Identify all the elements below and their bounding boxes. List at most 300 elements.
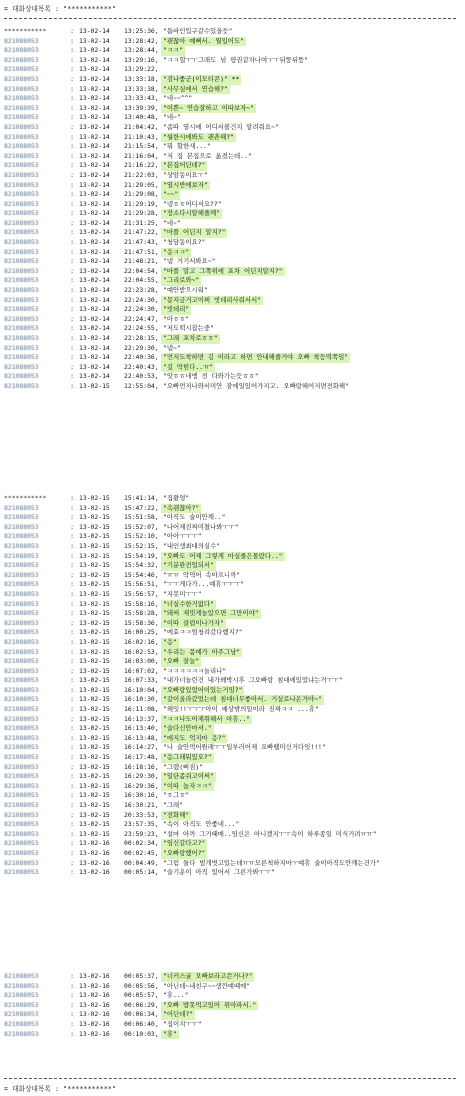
message-time: 00:06:34,	[124, 1010, 159, 1019]
message-date: 13-02-15	[79, 513, 110, 522]
message-text: "네~"	[163, 113, 181, 122]
sender-id: 821088053	[4, 628, 39, 637]
chat-line	[0, 353, 465, 363]
message-time: 21:22:03,	[124, 170, 159, 179]
sender-id: 821088053	[4, 228, 39, 237]
message-date: 13-02-14	[79, 257, 110, 266]
message-time: 21:47:22,	[124, 228, 159, 237]
separator: :	[70, 65, 74, 74]
sender-id: 821088053	[4, 372, 39, 381]
message-text: "넴 거기서봐요~"	[163, 257, 216, 266]
message-date: 13-02-14	[79, 27, 110, 35]
separator: :	[70, 848, 74, 857]
message-time: 16:18:16,	[124, 762, 159, 771]
separator: :	[70, 666, 74, 675]
message-time: 13:29:22,	[124, 65, 159, 74]
chat-line	[0, 763, 465, 773]
message-text: "기분완전업되서"	[163, 561, 214, 570]
separator: :	[70, 676, 74, 685]
message-date: 13-02-14	[79, 266, 110, 275]
sender-id: 821088053	[4, 714, 39, 723]
separator: :	[70, 257, 74, 266]
message-text: "같이올라갔었는데 침대너무좋아서. 거실로나온거야~"	[163, 695, 322, 704]
sender-id: 821088053	[4, 685, 39, 694]
sender-id: 821088053	[4, 247, 39, 256]
chat-line	[0, 315, 465, 325]
sender-id: 821088053	[4, 65, 39, 74]
separator: :	[70, 142, 74, 151]
chat-line	[0, 542, 465, 552]
message-text: "몽지금거고이쩌 빗데리사줘서서"	[163, 295, 261, 304]
message-time: 23:57:35,	[124, 820, 159, 829]
message-text: "응그래뭐있오?"	[163, 753, 212, 762]
message-time: 00:06:29,	[124, 1000, 159, 1009]
message-text: "그래 포차로ㅎㅎ"	[163, 334, 218, 342]
message-date: 13-02-15	[79, 666, 110, 675]
sender-id: 821088053	[4, 84, 39, 93]
chat-block-3	[0, 972, 465, 1039]
message-text: "휴"	[163, 1029, 177, 1038]
chat-line	[0, 972, 465, 982]
message-date: 13-02-15	[79, 381, 110, 390]
separator: :	[70, 820, 74, 829]
message-time: 23:59:23,	[124, 829, 159, 838]
separator: :	[70, 238, 74, 247]
sender-id: 821088053	[4, 522, 39, 531]
sender-id: 821088053	[4, 74, 39, 83]
separator: :	[70, 161, 74, 170]
message-time: 21:16:22,	[124, 161, 159, 170]
chat-line	[0, 334, 465, 344]
message-text: "월한시에봐도 괜촌해?"	[163, 132, 234, 141]
message-text: "그럼 둘다 벌개벗고있는데ㅠㅠ모른척하지마ㅜ예휴 술이아직도안깨는건가"	[163, 858, 380, 867]
sender-id: 821088053	[4, 570, 39, 579]
message-date: 13-02-15	[79, 494, 110, 502]
sender-id: 821088053	[4, 657, 39, 666]
separator: :	[70, 324, 74, 333]
separator: :	[70, 743, 74, 752]
message-text: "우리는 몸매가 아주그냥"	[163, 647, 241, 656]
separator: :	[70, 381, 74, 390]
message-text: "나어제진짜미쳤나봐ㅜㅜ"	[163, 522, 239, 531]
sender-id: 821088053	[4, 541, 39, 550]
message-text: "상암동이요ㅜ"	[163, 170, 208, 179]
message-time: 15:41:14,	[124, 494, 159, 502]
message-text: "전화해"	[163, 810, 190, 819]
separator: :	[70, 503, 74, 512]
separator: :	[70, 762, 74, 771]
message-text: "아닌데~내친구~~생깐얘때매"	[163, 981, 251, 990]
message-time: 22:24:30,	[124, 305, 159, 314]
message-text: "마플 말고 그쪽위에 포차 어딘지알지?"	[163, 266, 283, 275]
message-date: 13-02-14	[79, 161, 110, 170]
message-date: 13-02-14	[79, 276, 110, 285]
message-text: "청담동이요?"	[163, 238, 206, 247]
message-text: "내인생최대의실수"	[163, 541, 221, 550]
message-text: "아ㅎㅎ"	[163, 314, 190, 323]
chat-line	[0, 152, 465, 162]
message-text: "저 집 본집으로 옮겼는데.."	[163, 151, 252, 160]
message-text: "뭐 할한새..."	[163, 142, 211, 151]
sender-id: 821088053	[4, 36, 39, 45]
message-text: "돼써 재밋게놀았으면 그만이야"	[163, 609, 259, 618]
message-time: 13:25:36,	[124, 27, 159, 35]
message-time: 16:03:00,	[124, 657, 159, 666]
message-date: 13-02-15	[79, 657, 110, 666]
message-date: 13-02-15	[79, 522, 110, 531]
chat-block-2	[0, 494, 465, 878]
chat-line	[0, 580, 465, 590]
separator: :	[70, 513, 74, 522]
separator: :	[70, 46, 74, 55]
separator: :	[70, 724, 74, 733]
separator: :	[70, 570, 74, 579]
message-time: 13:28:44,	[124, 46, 159, 55]
sender-id: 821088053	[4, 695, 39, 704]
message-text: "그랬(삐짐)"	[163, 762, 204, 771]
separator: :	[70, 753, 74, 762]
sender-id: 821088053	[4, 580, 39, 589]
message-date: 13-02-14	[79, 55, 110, 64]
sender-id: 821088053	[4, 589, 39, 598]
chat-line	[0, 228, 465, 238]
message-date: 13-02-16	[79, 1019, 110, 1028]
sender-id: 821088053	[4, 733, 39, 742]
message-date: 13-02-14	[79, 94, 110, 103]
message-time: 15:58:36,	[124, 618, 159, 627]
sender-id: 821088053	[4, 743, 39, 752]
message-time: 16:00:25,	[124, 628, 159, 637]
separator: :	[70, 295, 74, 304]
chat-line	[0, 372, 465, 382]
separator: :	[70, 618, 74, 627]
message-date: 13-02-16	[79, 1010, 110, 1019]
chat-line	[0, 991, 465, 1001]
sender-id: 821088053	[4, 266, 39, 275]
message-text: "그리로와~"	[163, 276, 200, 285]
separator: :	[70, 209, 74, 218]
chat-line	[0, 628, 465, 638]
message-text: "이쁜~ 연습잘하고 이따보자~"	[163, 103, 254, 112]
sender-id: 821088053	[4, 513, 39, 522]
separator: :	[70, 199, 74, 208]
message-date: 13-02-14	[79, 65, 110, 74]
message-time: 21:16:04,	[124, 151, 159, 160]
message-text: "집왔엉"	[163, 494, 190, 502]
separator: :	[70, 151, 74, 160]
message-date: 13-02-15	[79, 714, 110, 723]
chat-line	[0, 676, 465, 686]
message-date: 13-02-14	[79, 238, 110, 247]
message-text: "오빠랑했어?"	[163, 848, 206, 857]
message-text: "오빠도 어제 그렇게 마실줄은몰랐다.."	[163, 551, 283, 560]
message-time: 00:05:57,	[124, 991, 159, 1000]
message-text: "네~~^^"	[163, 94, 193, 103]
message-text: "ㅋㅋㅋㅋㅋㅋ놀리나"	[163, 666, 227, 675]
separator: :	[70, 647, 74, 656]
message-time: 16:17:48,	[124, 753, 159, 762]
chat-line	[0, 94, 465, 104]
chat-line	[0, 657, 465, 667]
message-date: 13-02-15	[79, 820, 110, 829]
message-date: 13-02-16	[79, 839, 110, 848]
message-date: 13-02-14	[79, 286, 110, 295]
chat-line	[0, 830, 465, 840]
chat-line	[0, 849, 465, 859]
message-date: 13-02-15	[79, 733, 110, 742]
sender-id: 821088053	[4, 810, 39, 819]
separator: :	[70, 858, 74, 867]
message-text: "길 막힌다..ㅠ"	[163, 362, 214, 371]
message-text: "응"	[163, 637, 177, 646]
sender-id: 821088053	[4, 839, 39, 848]
message-text: "내가너놀린건 내가왜박시후 그오빠랑 침대에있었냐는거ㅜㅜ"	[163, 676, 343, 685]
message-date: 13-02-15	[79, 705, 110, 714]
sender-id: 821088053	[4, 113, 39, 122]
message-date: 13-02-15	[79, 503, 110, 512]
message-text: "ㅠㅠ 악역어 속아프니까"	[163, 570, 241, 579]
sender-id: 821088053	[4, 637, 39, 646]
message-time: 13:33:38,	[124, 84, 159, 93]
chat-line	[0, 1020, 465, 1030]
separator: :	[70, 353, 74, 362]
message-text: "장소다시알해줄께"	[163, 209, 221, 218]
sender-id: 821088053	[4, 705, 39, 714]
chat-line	[0, 37, 465, 47]
message-text: "일단좀쉬고이써"	[163, 772, 214, 781]
separator: :	[70, 1019, 74, 1028]
sender-id: 821088053	[4, 343, 39, 352]
message-time: 15:54:19,	[124, 551, 159, 560]
chat-line	[0, 324, 465, 334]
chat-line	[0, 571, 465, 581]
sender-id: 821088053	[4, 381, 39, 390]
message-time: 13:33:18,	[124, 74, 159, 83]
chat-line	[0, 171, 465, 181]
message-date: 13-02-15	[79, 561, 110, 570]
chat-line	[0, 113, 465, 123]
message-date: 13-02-15	[79, 570, 110, 579]
separator: :	[70, 810, 74, 819]
message-time: 16:02:53,	[124, 647, 159, 656]
message-date: 13-02-14	[79, 170, 110, 179]
sender-id: 821088053	[4, 1010, 39, 1019]
separator: :	[70, 829, 74, 838]
message-text: "오빠랑있었어이있는거임?"	[163, 685, 243, 694]
sender-id: 821088053	[4, 676, 39, 685]
message-time: 22:04:55,	[124, 276, 159, 285]
message-date: 13-02-14	[79, 209, 110, 218]
chat-line	[0, 296, 465, 306]
message-text: "사무실에서 연습해?"	[163, 84, 228, 93]
message-time: 16:07:02,	[124, 666, 159, 675]
message-date: 13-02-14	[79, 74, 110, 83]
message-time: 16:11:08,	[124, 705, 159, 714]
sender-id: 821088053	[4, 199, 39, 208]
separator: :	[70, 36, 74, 45]
message-date: 13-02-15	[79, 772, 110, 781]
chat-line	[0, 1030, 465, 1040]
separator: :	[70, 113, 74, 122]
separator: :	[70, 228, 74, 237]
message-text: "검나좋군(이모티콘)" **	[163, 74, 240, 83]
message-date: 13-02-15	[79, 791, 110, 800]
message-text: "먼저도착하면 김 이라고 하면 안내해줄거야 오빠 착등역쪽임"	[163, 353, 349, 362]
message-date: 13-02-15	[79, 762, 110, 771]
chat-line	[0, 305, 465, 315]
message-date: 13-02-14	[79, 180, 110, 189]
message-date: 13-02-16	[79, 848, 110, 857]
chat-line	[0, 248, 465, 258]
sender-id: 821088053	[4, 180, 39, 189]
message-text: "빗데리"	[163, 305, 190, 314]
sender-id: 821088053	[4, 532, 39, 541]
chat-line	[0, 344, 465, 354]
message-time: 15:51:58,	[124, 513, 159, 522]
chat-line	[0, 382, 465, 392]
message-text: "ㅎ그ㅎ"	[163, 791, 190, 800]
message-time: 22:29:30,	[124, 343, 159, 352]
message-date: 13-02-14	[79, 190, 110, 199]
message-date: 13-02-15	[79, 743, 110, 752]
message-date: 13-02-14	[79, 372, 110, 381]
sender-id: 821088053	[4, 94, 39, 103]
message-date: 13-02-14	[79, 113, 110, 122]
separator: :	[70, 589, 74, 598]
chat-line	[0, 363, 465, 373]
message-time: 13:40:48,	[124, 113, 159, 122]
separator: :	[70, 685, 74, 694]
sender-id: 821088053	[4, 561, 39, 570]
message-text: "오빠먼저나와서미안 잠에일있어가지고. 오빠랑헤어지면전화해"	[163, 381, 349, 390]
message-date: 13-02-15	[79, 724, 110, 733]
message-time: 21:04:42,	[124, 122, 159, 131]
separator: :	[70, 839, 74, 848]
message-date: 13-02-16	[79, 858, 110, 867]
sender-id: 821088053	[4, 238, 39, 247]
message-text: "ㅋㅋ헐ㅜㅜ그래도 넘 평권같자나여ㅜㅜ뒤뚱뒤뚱"	[163, 55, 309, 64]
sender-id: 821088053	[4, 170, 39, 179]
message-text: "오빠 잘늘"	[163, 657, 200, 666]
message-text: "오빠 밥못먹고있어 위아파서."	[163, 1000, 257, 1009]
message-text: "ㅋㅋ나도어제취해서 아휴.."	[163, 714, 251, 723]
chat-line	[0, 257, 465, 267]
message-time: 16:13:48,	[124, 733, 159, 742]
message-date: 13-02-14	[79, 228, 110, 237]
chat-line	[0, 1010, 465, 1020]
sender-id: 821088053	[4, 551, 39, 560]
sender-id: 821088053	[4, 161, 39, 170]
message-text: "넴~"	[163, 343, 181, 352]
sender-id: 821088053	[4, 609, 39, 618]
separator: :	[70, 27, 74, 35]
sender-id: 821088053	[4, 724, 39, 733]
separator: :	[70, 695, 74, 704]
chat-line	[0, 638, 465, 648]
message-time: 16:30:21,	[124, 801, 159, 809]
sender-id: 821088053	[4, 618, 39, 627]
sender-id: 821088053	[4, 295, 39, 304]
message-date: 13-02-15	[79, 618, 110, 627]
separator: :	[70, 599, 74, 608]
message-date: 13-02-14	[79, 36, 110, 45]
sender-id: 821088053	[4, 324, 39, 333]
chat-line	[0, 820, 465, 830]
message-text: "이따 놀자ㅋㅋ"	[163, 781, 212, 790]
message-text: "그래"	[163, 801, 184, 809]
message-time: 00:06:40,	[124, 1019, 159, 1028]
separator: :	[70, 132, 74, 141]
chat-line	[0, 667, 465, 677]
message-date: 13-02-14	[79, 314, 110, 323]
chat-line	[0, 753, 465, 763]
message-text: "넹ㅎㅎ어디서요??"	[163, 199, 222, 208]
chat-line	[0, 1001, 465, 1011]
message-time: 21:47:51,	[124, 247, 159, 256]
sender-id: 821088053	[4, 972, 39, 980]
message-date: 13-02-15	[79, 541, 110, 550]
sender-id: 821088053	[4, 666, 39, 675]
message-text: "설마 아까 그거때매..임신은 아니겠지ㅜㅜ속이 하루종일 미식거려ㅠㅠ"	[163, 829, 377, 838]
message-time: 16:14:27,	[124, 743, 159, 752]
separator: :	[70, 801, 74, 809]
message-time: 15:56:57,	[124, 589, 159, 598]
message-time: 00:04:49,	[124, 858, 159, 867]
divider-top	[4, 18, 456, 19]
message-text: "에효ㅋㅋ엄청려갔다했지?"	[163, 628, 243, 637]
chat-line	[0, 619, 465, 629]
separator: :	[70, 180, 74, 189]
message-text: "예안받으시워"	[163, 286, 208, 295]
chat-line	[0, 123, 465, 133]
chat-line	[0, 65, 465, 75]
message-time: 15:54:32,	[124, 561, 159, 570]
chat-line	[0, 46, 465, 56]
sender-id: 821088053	[4, 151, 39, 160]
sender-id: 821088053	[4, 848, 39, 857]
message-time: 21:10:43,	[124, 132, 159, 141]
message-text: "저도떡시잡는중"	[163, 324, 214, 333]
sender-id: 821088053	[4, 218, 39, 227]
message-text: "ㅋㅋ"	[163, 46, 184, 55]
message-text: "응ㅋㅋ"	[163, 247, 190, 256]
sender-id: 821088053	[4, 868, 39, 877]
sender-id: 821088053	[4, 772, 39, 781]
sender-id: 821088053	[4, 991, 39, 1000]
message-date: 13-02-15	[79, 829, 110, 838]
message-date: 13-02-16	[79, 868, 110, 877]
separator: :	[70, 1010, 74, 1019]
message-date: 13-02-16	[79, 972, 110, 980]
message-date: 13-02-16	[79, 1000, 110, 1009]
chat-line	[0, 104, 465, 114]
message-time: 20:33:53,	[124, 810, 159, 819]
separator: :	[70, 991, 74, 1000]
sender-id: 821088053	[4, 305, 39, 314]
separator: :	[70, 1029, 74, 1038]
message-date: 13-02-14	[79, 247, 110, 256]
sender-id: 821088053	[4, 753, 39, 762]
message-date: 13-02-15	[79, 551, 110, 560]
message-text: "임신같다고?"	[163, 839, 206, 848]
separator: :	[70, 286, 74, 295]
message-date: 13-02-15	[79, 781, 110, 790]
participants-header: = 대화상대목록 : "***********"	[4, 5, 117, 13]
chat-line	[0, 724, 465, 734]
sender-id: 821088053	[4, 353, 39, 362]
separator: :	[70, 55, 74, 64]
message-time: 16:13:37,	[124, 714, 159, 723]
